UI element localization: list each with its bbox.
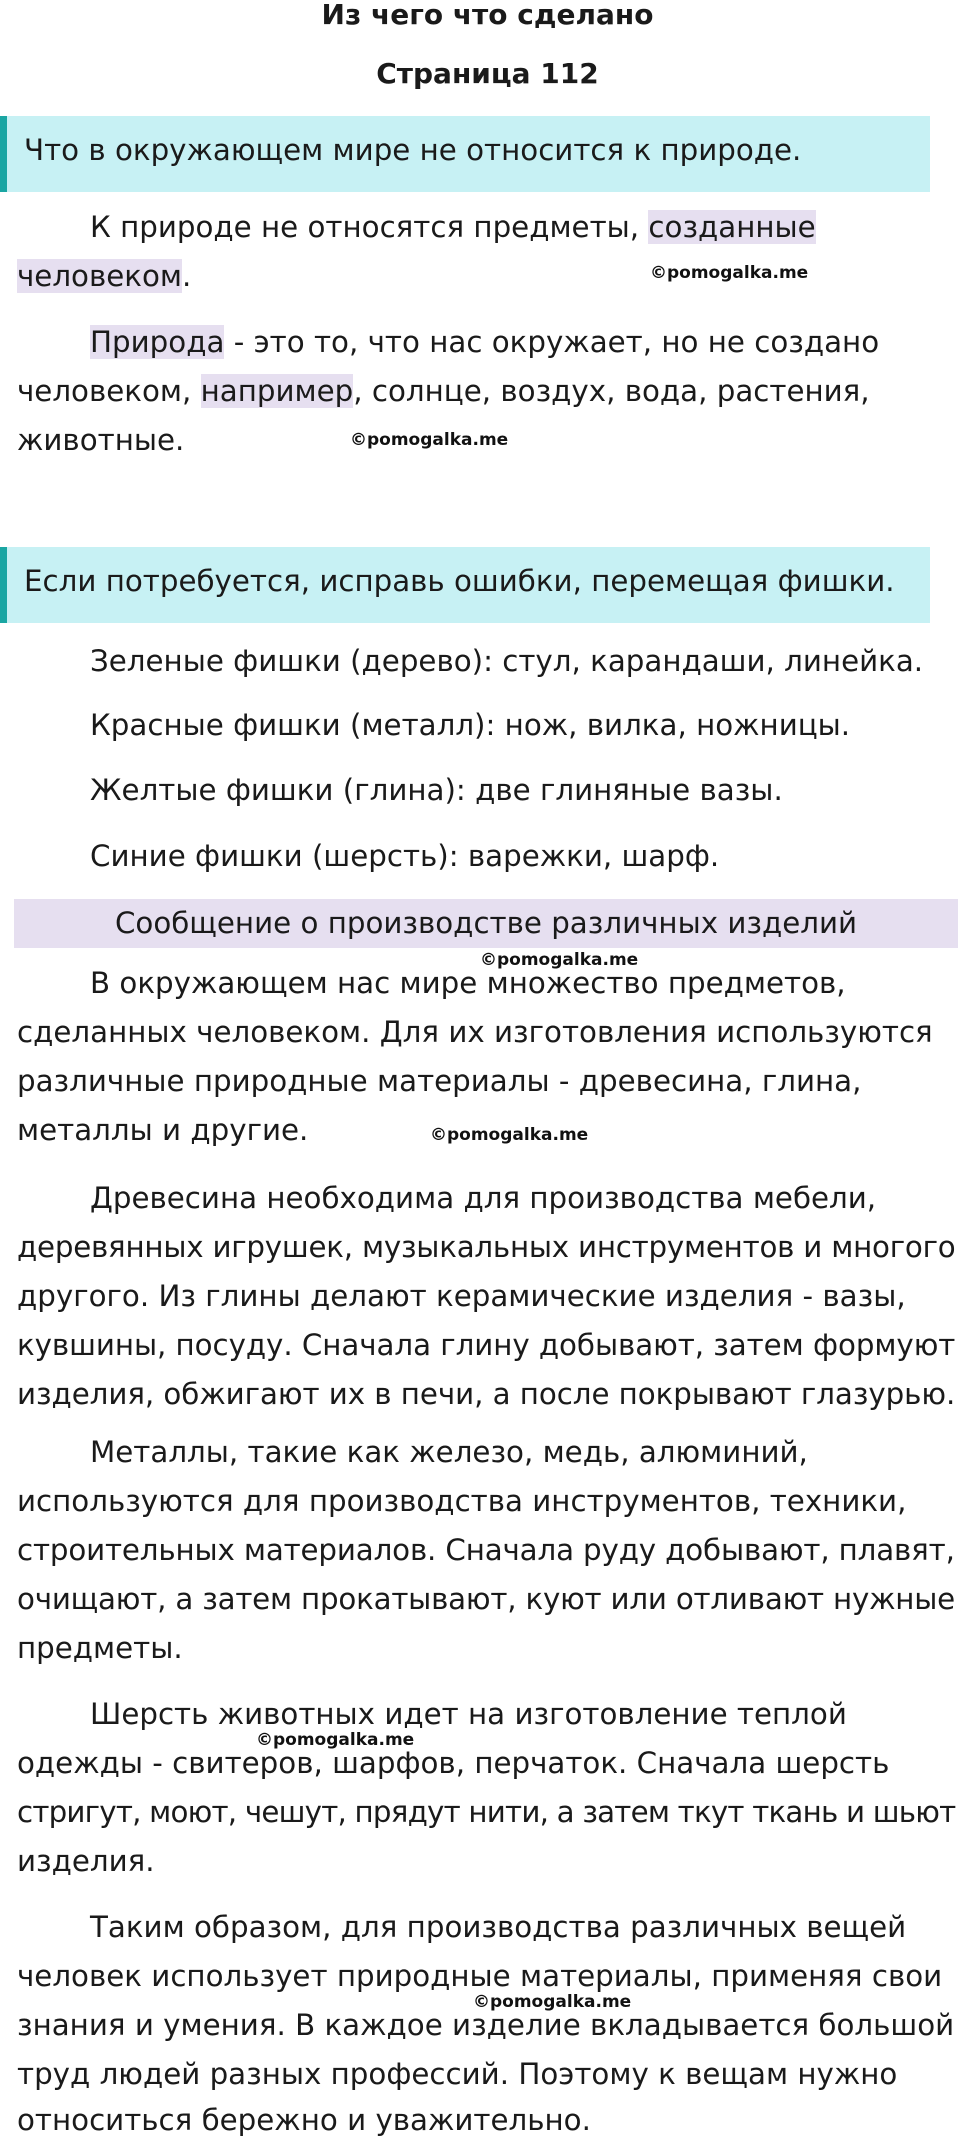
paragraph-line: очищают, а затем прокатывают, куют или отливают нужные — [17, 1582, 955, 1616]
watermark: ©pomogalka.me — [256, 1730, 415, 1750]
question-banner-2 — [0, 547, 930, 623]
paragraph-line: одежды - свитеров, шарфов, перчаток. Сначала шерсть — [17, 1746, 890, 1780]
page-number: Страница 112 — [376, 57, 599, 90]
chip-group-line: Зеленые фишки (дерево): стул, карандаши, линейка. — [90, 644, 924, 678]
question-banner-1 — [0, 116, 930, 192]
section-heading-banner — [14, 899, 958, 948]
answer-text: - это то, что нас окружает, но не создано — [224, 325, 880, 359]
paragraph-line: знания и умения. В каждое изделие вкладывается большой — [17, 2008, 955, 2042]
answer-line — [17, 374, 870, 408]
watermark: ©pomogalka.me — [650, 263, 809, 283]
paragraph-line: используются для производства инструментов, техники, — [17, 1484, 907, 1518]
paragraph-line: Металлы, такие как железо, медь, алюминий, — [90, 1435, 808, 1469]
paragraph-line: кувшины, посуду. Сначала глину добывают, затем формуют — [17, 1328, 956, 1362]
paragraph-line: изделия, обжигают их в печи, а после покрывают глазурью. — [17, 1377, 956, 1411]
chip-group-line: Синие фишки (шерсть): варежки, шарф. — [90, 839, 720, 873]
answer-text: К природе не относятся предметы, — [90, 210, 649, 244]
paragraph-line: труд людей разных профессий. Поэтому к вещам нужно — [17, 2057, 898, 2091]
answer-line — [17, 259, 191, 293]
highlighted-term: человеком — [17, 259, 182, 293]
highlighted-term: Природа — [90, 325, 225, 359]
paragraph-line: Древесина необходима для производства мебели, — [90, 1181, 877, 1215]
paragraph-line: другого. Из глины делают керамические изделия - вазы, — [17, 1279, 906, 1313]
answer-line — [90, 325, 879, 359]
answer-text: . — [182, 259, 192, 293]
highlighted-term: например — [200, 374, 354, 408]
paragraph-line: Шерсть животных идет на изготовление теплой — [90, 1697, 847, 1731]
question-text-1: Что в окружающем мире не относится к природе. — [24, 133, 802, 167]
paragraph-line: стригут, моют, чешут, прядут нити, а затем ткут ткань и шьют — [17, 1795, 956, 1829]
paragraph-line: изделия. — [17, 1844, 155, 1878]
question-text-2: Если потребуется, исправь ошибки, перемещая фишки. — [24, 564, 895, 598]
highlighted-term: созданные — [648, 210, 816, 244]
paragraph-line: строительных материалов. Сначала руду добывают, плавят, — [17, 1533, 955, 1567]
answer-line — [90, 210, 816, 244]
paragraph-line: относиться бережно и уважительно. — [17, 2103, 591, 2137]
paragraph-line: Таким образом, для производства различных вещей — [90, 1910, 907, 1944]
chip-group-line: Красные фишки (металл): нож, вилка, ножницы. — [90, 708, 851, 742]
paragraph-line: металлы и другие. — [17, 1113, 309, 1147]
answer-text: человеком, — [17, 374, 201, 408]
watermark: ©pomogalka.me — [480, 950, 639, 970]
page-title: Из чего что сделано — [321, 0, 654, 31]
section-heading: Сообщение о производстве различных изделий — [114, 906, 858, 940]
chip-group-line: Желтые фишки (глина): две глиняные вазы. — [90, 773, 783, 807]
paragraph-line: предметы. — [17, 1631, 183, 1665]
watermark: ©pomogalka.me — [473, 1992, 632, 2012]
paragraph-line: В окружающем нас мире множество предметов, — [90, 966, 846, 1000]
paragraph-line: сделанных человеком. Для их изготовления используются — [17, 1015, 933, 1049]
watermark: ©pomogalka.me — [350, 430, 509, 450]
paragraph-line: человек использует природные материалы, применяя свои — [17, 1959, 943, 1993]
paragraph-line: деревянных игрушек, музыкальных инструментов и многого — [17, 1230, 956, 1264]
answer-text: , солнце, воздух, вода, растения, — [353, 374, 870, 408]
answer-line: животные. — [17, 423, 185, 457]
watermark: ©pomogalka.me — [430, 1125, 589, 1145]
paragraph-line: различные природные материалы - древесина, глина, — [17, 1064, 862, 1098]
